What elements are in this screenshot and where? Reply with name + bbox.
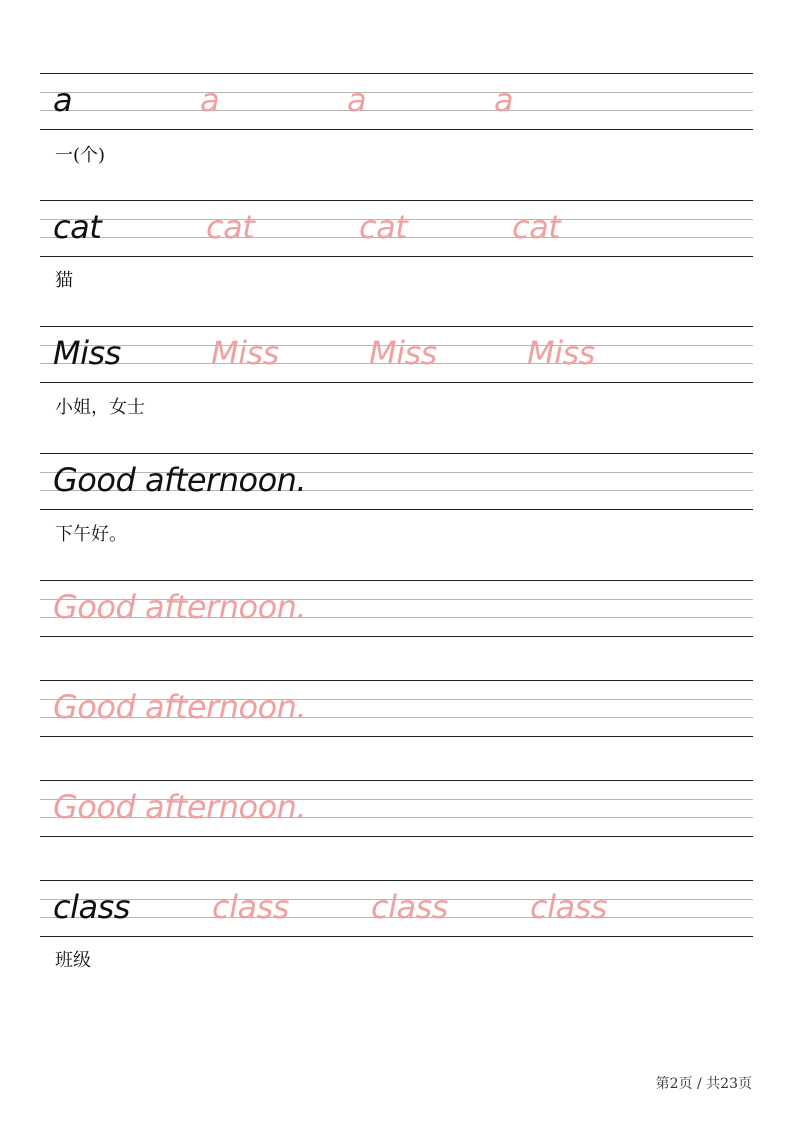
ruled-line bbox=[40, 453, 753, 454]
ruled-line bbox=[40, 580, 753, 581]
writing-band-a bbox=[40, 73, 753, 131]
ruled-line bbox=[40, 880, 753, 881]
trace-sentence: Good afternoon. bbox=[53, 688, 307, 726]
ruled-line bbox=[40, 73, 753, 74]
trace-band-sentence bbox=[40, 780, 753, 838]
trace-sentence: Good afternoon. bbox=[53, 788, 307, 826]
writing-band-sentence bbox=[40, 453, 753, 511]
ruled-line bbox=[40, 256, 753, 257]
trace-band-sentence bbox=[40, 580, 753, 638]
word-meaning: 小姐，女士 bbox=[55, 397, 145, 418]
trace-word: cat bbox=[512, 208, 561, 246]
ruled-line bbox=[40, 326, 753, 327]
writing-band-class bbox=[40, 880, 753, 938]
word-meaning: 猫 bbox=[55, 270, 73, 291]
trace-sentence: Good afternoon. bbox=[53, 588, 307, 626]
ruled-line bbox=[40, 780, 753, 781]
vocab-word: Miss bbox=[53, 334, 121, 372]
vocab-word: class bbox=[53, 888, 130, 926]
page-number: 第2页 / 共23页 bbox=[655, 1076, 752, 1092]
vocab-word: a bbox=[53, 81, 73, 119]
trace-word: class bbox=[530, 888, 607, 926]
sentence-meaning: 下午好。 bbox=[55, 524, 127, 545]
vocab-word: cat bbox=[53, 208, 102, 246]
ruled-line bbox=[40, 680, 753, 681]
word-meaning: 一(个) bbox=[55, 145, 106, 166]
trace-word: class bbox=[371, 888, 448, 926]
trace-word: Miss bbox=[527, 334, 595, 372]
ruled-line bbox=[40, 736, 753, 737]
trace-word: Miss bbox=[211, 334, 279, 372]
ruled-line bbox=[40, 836, 753, 837]
guide-line bbox=[40, 92, 753, 93]
ruled-line bbox=[40, 382, 753, 383]
word-meaning: 班级 bbox=[55, 950, 91, 971]
ruled-line bbox=[40, 936, 753, 937]
guide-line bbox=[40, 110, 753, 111]
trace-word: a bbox=[200, 81, 220, 119]
trace-band-sentence bbox=[40, 680, 753, 738]
trace-word: cat bbox=[206, 208, 255, 246]
trace-word: Miss bbox=[369, 334, 437, 372]
writing-band-miss bbox=[40, 326, 753, 384]
ruled-line bbox=[40, 200, 753, 201]
ruled-line bbox=[40, 129, 753, 130]
ruled-line bbox=[40, 636, 753, 637]
writing-band-cat bbox=[40, 200, 753, 258]
ruled-line bbox=[40, 509, 753, 510]
trace-word: class bbox=[212, 888, 289, 926]
trace-word: cat bbox=[359, 208, 408, 246]
trace-word: a bbox=[494, 81, 514, 119]
sentence-text: Good afternoon. bbox=[53, 461, 307, 499]
trace-word: a bbox=[347, 81, 367, 119]
